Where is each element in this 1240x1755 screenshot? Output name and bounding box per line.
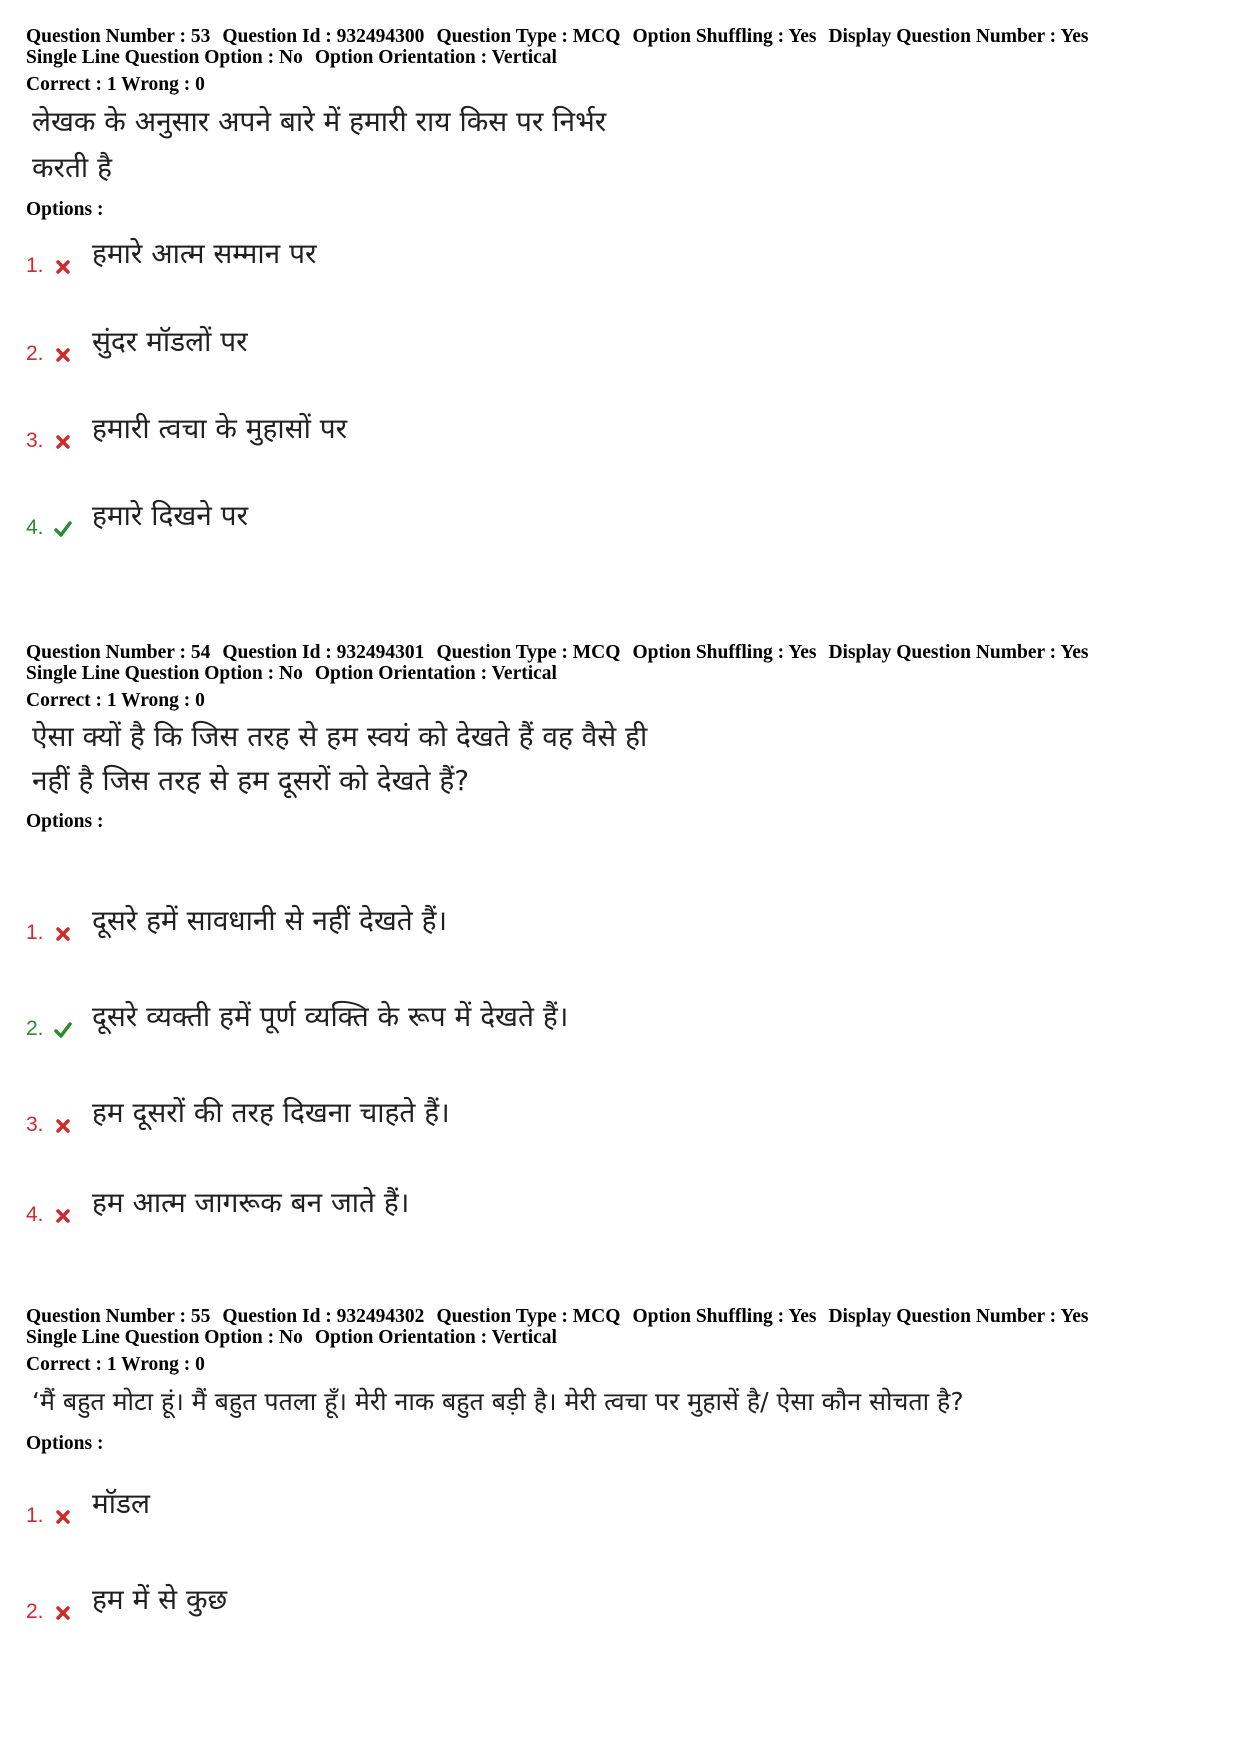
cross-mark-icon [54,346,72,364]
score-line: Correct : 1 Wrong : 0 [26,74,205,95]
question-meta-line-1 [26,1306,1226,1327]
option-number: 3. [26,429,44,452]
option-number: 4. [26,516,44,539]
option-number: 2. [26,342,44,365]
options-label: Options : [26,811,104,832]
option-item[interactable] [26,1087,1026,1137]
cross-mark-icon [54,1604,72,1622]
question-type: Question Type : MCQ [436,26,621,47]
option-item[interactable] [26,1177,1026,1227]
option-text: हमारी त्वचा के मुहासों पर [92,412,348,445]
option-text: हम में से कुछ [92,1583,228,1616]
option-text: दूसरे हमें सावधानी से नहीं देखते हैं। [92,904,448,937]
option-item[interactable] [26,316,1026,366]
option-text: हमारे आत्म सम्मान पर [92,237,317,270]
question-id: Question Id : 932494302 [222,1306,425,1327]
option-shuffling: Option Shuffling : Yes [632,1306,817,1327]
question-block-54 [26,642,1226,833]
option-orientation: Option Orientation : Vertical [314,663,557,684]
question-block-55 [26,1306,1226,1455]
option-item[interactable] [26,228,1026,278]
single-line-option: Single Line Question Option : No [26,663,303,684]
question-id: Question Id : 932494300 [222,26,425,47]
option-item[interactable] [26,1478,1026,1528]
option-number: 1. [26,254,44,277]
option-shuffling: Option Shuffling : Yes [632,26,817,47]
question-block-53 [26,26,1226,221]
display-question-number: Display Question Number : Yes [828,1306,1089,1327]
option-number: 1. [26,1504,44,1527]
options-label: Options : [26,199,104,220]
option-text: मॉडल [92,1487,150,1520]
question-meta-line-1 [26,642,1226,663]
option-number: 2. [26,1600,44,1623]
option-number: 1. [26,921,44,944]
score-line: Correct : 1 Wrong : 0 [26,690,205,711]
question-meta-line-2 [26,663,1226,684]
question-type: Question Type : MCQ [436,1306,621,1327]
option-number: 2. [26,1017,44,1040]
display-question-number: Display Question Number : Yes [828,26,1089,47]
option-item[interactable] [26,895,1026,945]
option-text: दूसरे व्यक्ती हमें पूर्ण व्यक्ति के रूप में देखते हैं। [92,1000,569,1033]
question-number: Question Number : 53 [26,26,211,47]
option-text: हमारे दिखने पर [92,499,249,532]
score-line: Correct : 1 Wrong : 0 [26,1354,205,1375]
question-meta-line-2 [26,47,1226,68]
option-number: 4. [26,1203,44,1226]
option-text: सुंदर मॉडलों पर [92,325,248,358]
single-line-option: Single Line Question Option : No [26,47,303,68]
option-shuffling: Option Shuffling : Yes [632,642,817,663]
check-mark-icon [52,1021,74,1039]
cross-mark-icon [54,433,72,451]
question-id: Question Id : 932494301 [222,642,425,663]
question-text: ऐसा क्यों है कि जिस तरह से हम स्वयं को देखते हैं वह वैसे ही नहीं है जिस तरह से हम दूसरों को देखते हैं? [32,720,648,797]
cross-mark-icon [54,925,72,943]
cross-mark-icon [54,1508,72,1526]
cross-mark-icon [54,1207,72,1225]
question-meta-line-2 [26,1327,1226,1348]
question-meta-line-1 [26,26,1226,47]
question-number: Question Number : 55 [26,1306,211,1327]
cross-mark-icon [54,258,72,276]
question-type: Question Type : MCQ [436,642,621,663]
option-text: हम आत्म जागरूक बन जाते हैं। [92,1186,410,1219]
question-text: लेखक के अनुसार अपने बारे में हमारी राय किस पर निर्भर करती है [32,105,607,184]
option-orientation: Option Orientation : Vertical [314,1327,557,1348]
option-orientation: Option Orientation : Vertical [314,47,557,68]
option-item[interactable] [26,991,1026,1041]
option-item[interactable] [26,403,1026,453]
display-question-number: Display Question Number : Yes [828,642,1089,663]
option-text: हम दूसरों की तरह दिखना चाहते हैं। [92,1096,450,1129]
single-line-option: Single Line Question Option : No [26,1327,303,1348]
check-mark-icon [52,520,74,538]
option-item[interactable] [26,1574,1026,1624]
question-text: ‘मैं बहुत मोटा हूं। मैं बहुत पतला हूँ। मेरी नाक बहुत बड़ी है। मेरी त्वचा पर मुहासें है/ ऐसा कौन सोचता है? [32,1387,964,1416]
option-item[interactable] [26,490,1026,540]
cross-mark-icon [54,1117,72,1135]
question-number: Question Number : 54 [26,642,211,663]
options-label: Options : [26,1433,104,1454]
option-number: 3. [26,1113,44,1136]
